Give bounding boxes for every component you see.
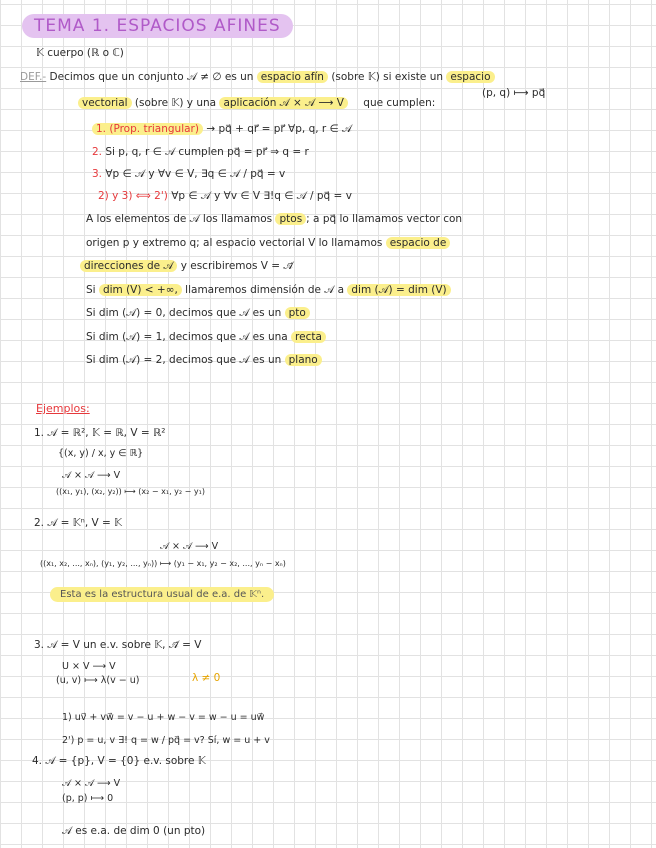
- highlight: vectorial: [78, 97, 132, 109]
- example-2-rule: ((x₁, x₂, ..., xₙ), (y₁, y₂, ..., yₙ)) ⟼ (y₁ − x₁, y₂ − x₂, ..., yₙ − xₙ): [40, 559, 286, 568]
- text-line: [86, 353, 322, 367]
- text: llamaremos dimensión de 𝒜 a: [185, 284, 345, 296]
- number: 2.: [92, 146, 103, 158]
- text: A los elementos de 𝒜 los llamamos: [86, 213, 273, 225]
- highlight: dim (𝒜) = dim (V): [347, 284, 450, 296]
- text: Si dim (𝒜) = 0, decimos que 𝒜 es un: [86, 307, 282, 319]
- number: 2) y 3) ⟺ 2'): [98, 190, 168, 202]
- text-line: [86, 236, 450, 250]
- property-2-prime: [98, 189, 352, 203]
- highlight: aplicación 𝒜 × 𝒜 ⟶ V: [219, 97, 348, 109]
- example-1-rule: ((x₁, y₁), (x₂, y₂)) ⟼ (x₂ − x₁, y₂ − y₁): [56, 487, 205, 496]
- field-line: 𝕂 cuerpo (ℝ o ℂ): [36, 47, 124, 59]
- example-4-rule: (p, p) ⟼ 0: [62, 793, 114, 804]
- highlight: pto: [285, 307, 310, 319]
- example-3-check-1: 1) uv⃗ + vw⃗ = v − u + w − v = w − u = uw⃗: [62, 712, 265, 723]
- highlight: espacio: [446, 71, 494, 83]
- example-3-map: U × V ⟶ V: [62, 661, 116, 672]
- example-3-check-2: 2') p = u, v ∃! q = w / pq⃗ = v? Sí, w = u + v: [62, 735, 270, 746]
- highlight: recta: [291, 331, 326, 343]
- number: 3.: [92, 168, 103, 180]
- text: que cumplen:: [363, 97, 436, 109]
- highlight: dim (V) < +∞,: [99, 284, 182, 296]
- map-definition: (p, q) ⟼ pq⃗: [482, 87, 546, 99]
- text: Si dim (𝒜) = 1, decimos que 𝒜 es una: [86, 331, 288, 343]
- property-3: [92, 167, 285, 181]
- page-title: TEMA 1. ESPACIOS AFINES: [22, 14, 293, 38]
- text-line: [80, 259, 293, 273]
- example-2-note: Esta es la estructura usual de e.a. de 𝕂ⁿ.: [50, 587, 274, 602]
- property-1: [92, 122, 352, 136]
- text: origen p y extremo q; al espacio vectorial V lo llamamos: [86, 237, 383, 249]
- text: Decimos que un conjunto 𝒜 ≠ ∅ es un: [49, 71, 254, 83]
- example-2: 2. 𝒜 = 𝕂ⁿ, V = 𝕂: [34, 517, 123, 529]
- definition-line: [78, 96, 435, 110]
- text: → pq⃗ + qr⃗ = pr⃗ ∀p, q, r ∈ 𝒜: [206, 123, 352, 135]
- highlight: ptos: [275, 213, 306, 225]
- example-1-set: {(x, y) / x, y ∈ ℝ}: [58, 448, 144, 459]
- highlight: espacio afín: [257, 71, 328, 83]
- highlight: plano: [285, 354, 322, 366]
- text: y escribiremos V = 𝒜⃗: [180, 260, 294, 272]
- text: Si: [86, 284, 96, 296]
- highlight: espacio de: [386, 237, 451, 249]
- definition-line: [20, 70, 495, 84]
- text: ∀p ∈ 𝒜 y ∀v ∈ V, ∃q ∈ 𝒜 / pq⃗ = v: [105, 168, 286, 180]
- highlight: direcciones de 𝒜: [80, 260, 177, 272]
- example-3-rule: (u, v) ⟼ λ(v − u): [56, 675, 140, 686]
- example-4-conclusion: 𝒜 es e.a. de dim 0 (un pto): [62, 825, 206, 837]
- text-line: [86, 283, 451, 297]
- example-3-lambda: λ ≠ 0: [192, 672, 221, 684]
- text: ∀p ∈ 𝒜 y ∀v ∈ V ∃!q ∈ 𝒜 / pq⃗ = v: [171, 190, 352, 202]
- text: Si p, q, r ∈ 𝒜 cumplen pq⃗ = pr⃗ ⇒ q = r: [105, 146, 309, 158]
- property-2: [92, 145, 309, 159]
- example-1-map: 𝒜 × 𝒜 ⟶ V: [62, 470, 121, 481]
- text-line: [86, 212, 462, 226]
- text-line: [86, 330, 326, 344]
- example-1: 1. 𝒜 = ℝ², 𝕂 = ℝ, V = ℝ²: [34, 427, 166, 439]
- example-2-map: 𝒜 × 𝒜 ⟶ V: [160, 541, 219, 552]
- definition-label: DEF.-: [20, 71, 47, 83]
- text-line: [86, 306, 310, 320]
- example-4: 4. 𝒜 = {p}, V = {0} e.v. sobre 𝕂: [32, 755, 206, 767]
- example-4-map: 𝒜 × 𝒜 ⟶ V: [62, 778, 121, 789]
- examples-title: Ejemplos:: [36, 402, 90, 415]
- highlight: 1. (Prop. triangular): [92, 123, 203, 135]
- example-3: 3. 𝒜 = V un e.v. sobre 𝕂, 𝒜⃗ = V: [34, 639, 202, 651]
- text: (sobre 𝕂) y una: [134, 97, 217, 109]
- text: Si dim (𝒜) = 2, decimos que 𝒜 es un: [86, 354, 282, 366]
- text: (sobre 𝕂) si existe un: [331, 71, 444, 83]
- text: ; a pq⃗ lo llamamos vector con: [306, 213, 463, 225]
